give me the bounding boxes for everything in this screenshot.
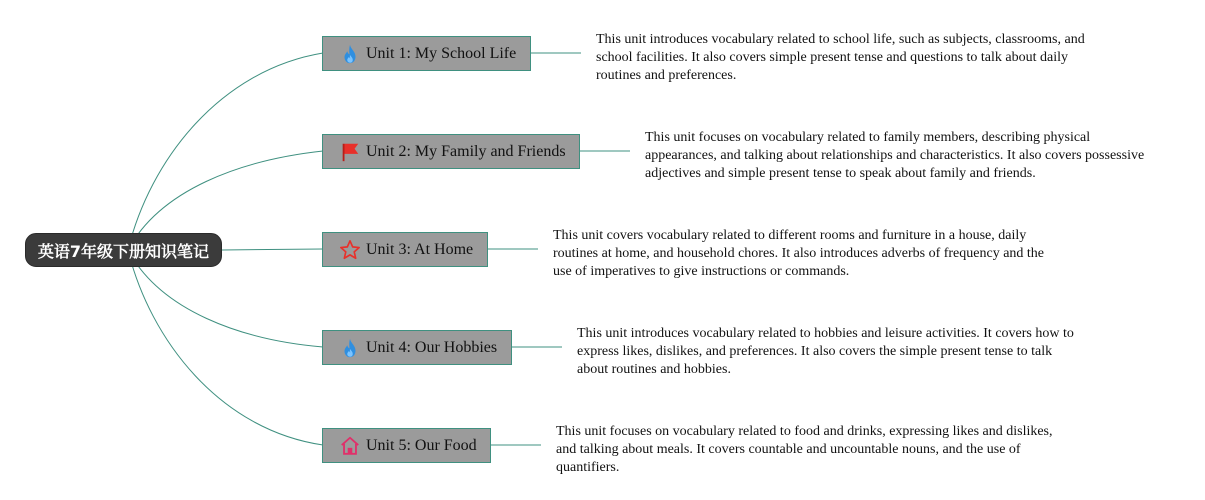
unit-node-3[interactable] bbox=[322, 232, 488, 267]
unit-label: Unit 2: My Family and Friends bbox=[366, 142, 566, 160]
unit-description-2: This unit focuses on vocabulary related to family members, describing physical appearances, and talking about relationships and characteristics. It also covers possessive adjectives and simple present tense to speak about family and friends. bbox=[645, 130, 1145, 181]
root-topic-node[interactable] bbox=[25, 233, 222, 267]
red-flag-icon bbox=[339, 141, 361, 163]
star-icon bbox=[339, 239, 361, 261]
unit-description-4: This unit introduces vocabulary related to hobbies and leisure activities. It covers how to express likes, dislikes, and preferences. It also covers the simple present tense to talk about routines and hobbies. bbox=[577, 326, 1074, 377]
fire-icon bbox=[339, 43, 361, 65]
root-topic-label: 英语7年级下册知识笔记 bbox=[37, 241, 210, 261]
unit-label: Unit 4: Our Hobbies bbox=[366, 338, 498, 356]
unit-node-1[interactable] bbox=[322, 36, 531, 71]
unit-label: Unit 1: My School Life bbox=[366, 44, 517, 62]
home-icon bbox=[339, 435, 361, 457]
unit-label: Unit 5: Our Food bbox=[366, 436, 477, 454]
unit-description-3: This unit covers vocabulary related to different rooms and furniture in a house, daily routines at home, and household chores. It also introduces adverbs of frequency and the use of imperatives to give instructions or commands. bbox=[553, 228, 1045, 279]
unit-label: Unit 3: At Home bbox=[366, 240, 474, 258]
connector-root-unit-5 bbox=[128, 250, 323, 445]
connector-root-unit-3 bbox=[222, 249, 323, 250]
unit-node-5[interactable] bbox=[322, 428, 491, 463]
unit-description-5: This unit focuses on vocabulary related to food and drinks, expressing likes and dislikes, and talking about meals. It covers countable and uncountable nouns, and the use of quantifiers. bbox=[556, 424, 1053, 475]
unit-description-1: This unit introduces vocabulary related to school life, such as subjects, classrooms, and school facilities. It also covers simple present tense and questions to talk about daily routines and preferences. bbox=[596, 32, 1085, 83]
unit-node-4[interactable] bbox=[322, 330, 512, 365]
fire-icon bbox=[339, 337, 361, 359]
unit-node-2[interactable] bbox=[322, 134, 580, 169]
connector-root-unit-1 bbox=[128, 53, 323, 250]
